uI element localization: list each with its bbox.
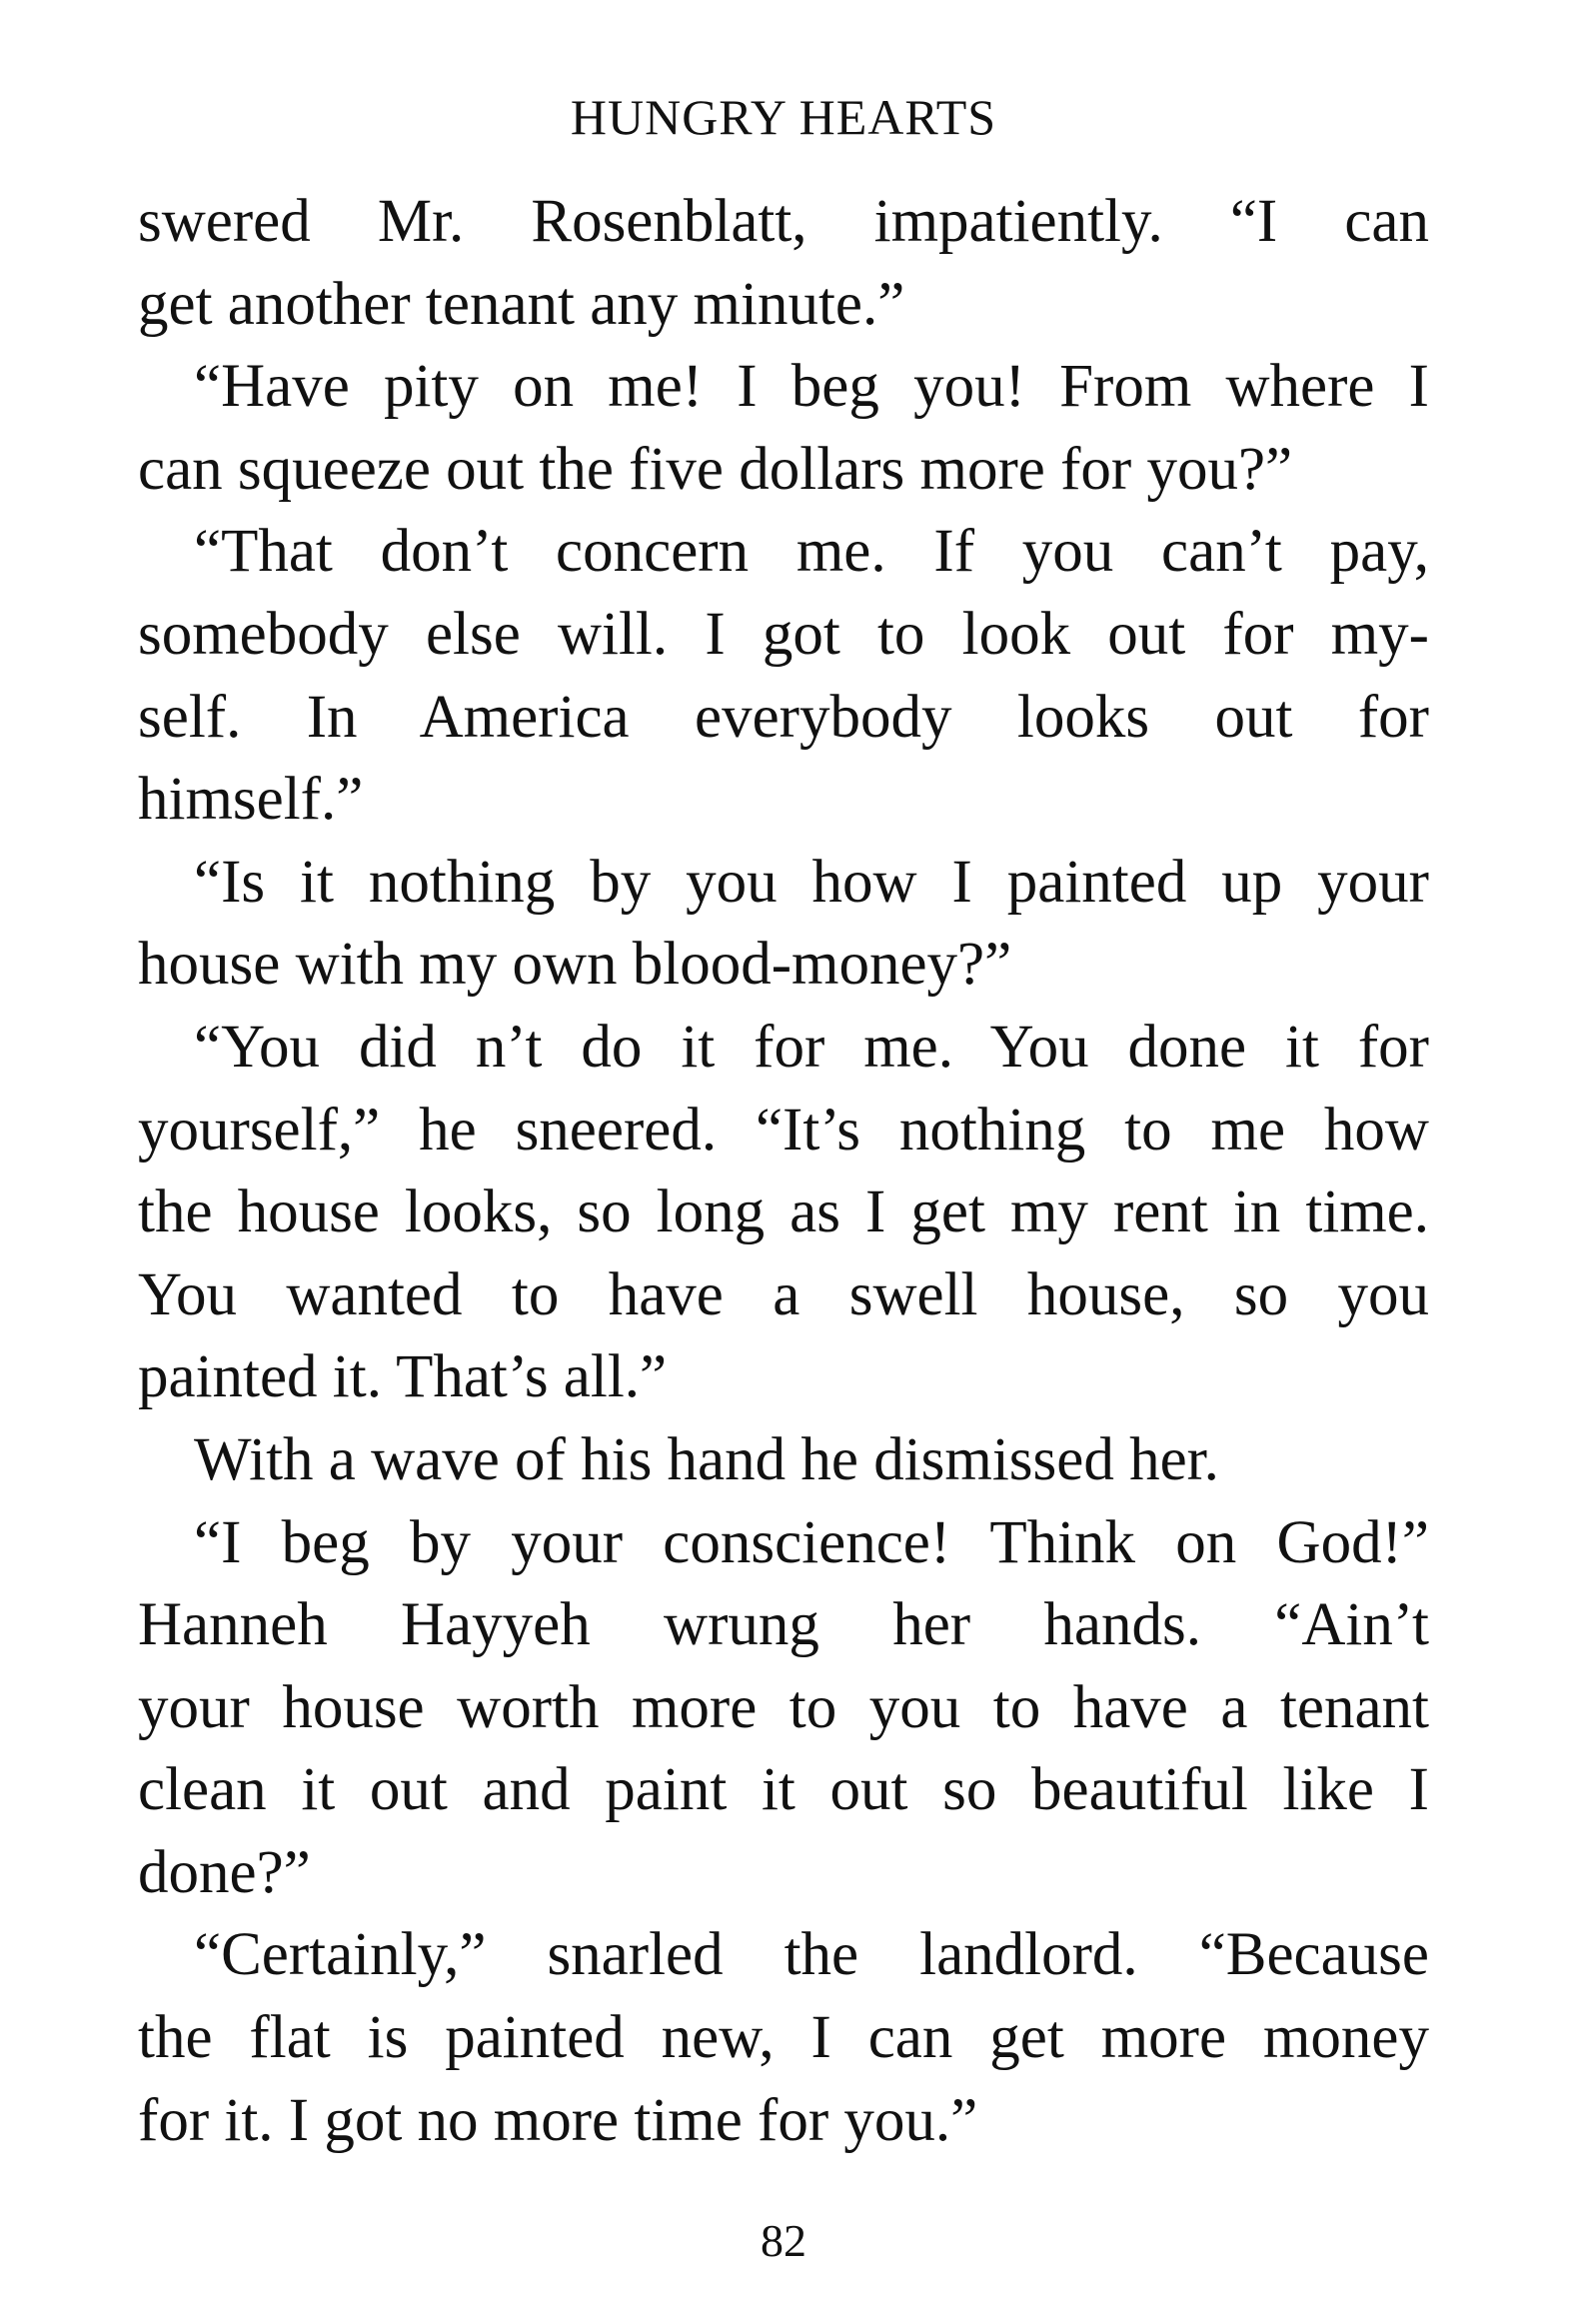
text-line: “I beg by your conscience! Think on God!” (194, 1508, 1429, 1576)
text-line: get another tenant any minute.” (138, 270, 905, 338)
text-line: Hanneh Hayyeh wrung her hands. “Ain’t (138, 1591, 1429, 1659)
body-text (138, 181, 1429, 2162)
text-line: painted it. That’s all.” (138, 1343, 668, 1411)
text-line: done?” (138, 1838, 311, 1906)
text-line: can squeeze out the five dollars more for you?” (138, 435, 1293, 503)
text-line: “That don’t concern me. If you can’t pay, (194, 518, 1429, 586)
text-line: clean it out and paint it out so beautiful like I (138, 1756, 1429, 1824)
text-line: for it. I got no more time for you.” (138, 2086, 978, 2154)
text-line: With a wave of his hand he dismissed her. (194, 1425, 1219, 1493)
text-line: the flat is painted new, I can get more money (138, 2004, 1429, 2072)
page-number: 82 (761, 2215, 806, 2266)
text-line: swered Mr. Rosenblatt, impatiently. “I can (138, 188, 1429, 255)
text-line: yourself,” he sneered. “It’s nothing to me how (138, 1096, 1429, 1163)
text-line: “Have pity on me! I beg you! From where I (194, 353, 1429, 421)
text-line: “Is it nothing by you how I painted up your (194, 848, 1429, 916)
book-page (138, 0, 1429, 2324)
text-line: “Certainly,” snarled the landlord. “Because (194, 1921, 1429, 1989)
text-line: somebody else will. I got to look out for my- (138, 600, 1429, 668)
text-line: You wanted to have a swell house, so you (138, 1260, 1429, 1328)
text-line: the house looks, so long as I get my rent in time. (138, 1178, 1429, 1246)
text-line: self. In America everybody looks out for (138, 683, 1429, 751)
text-line: “You did n’t do it for me. You done it for (194, 1013, 1429, 1081)
text-line: house with my own blood-money?” (138, 931, 1012, 999)
text-line: himself.” (138, 766, 364, 834)
text-line: your house worth more to you to have a tenant (138, 1673, 1429, 1741)
running-head: HUNGRY HEARTS (570, 89, 997, 145)
